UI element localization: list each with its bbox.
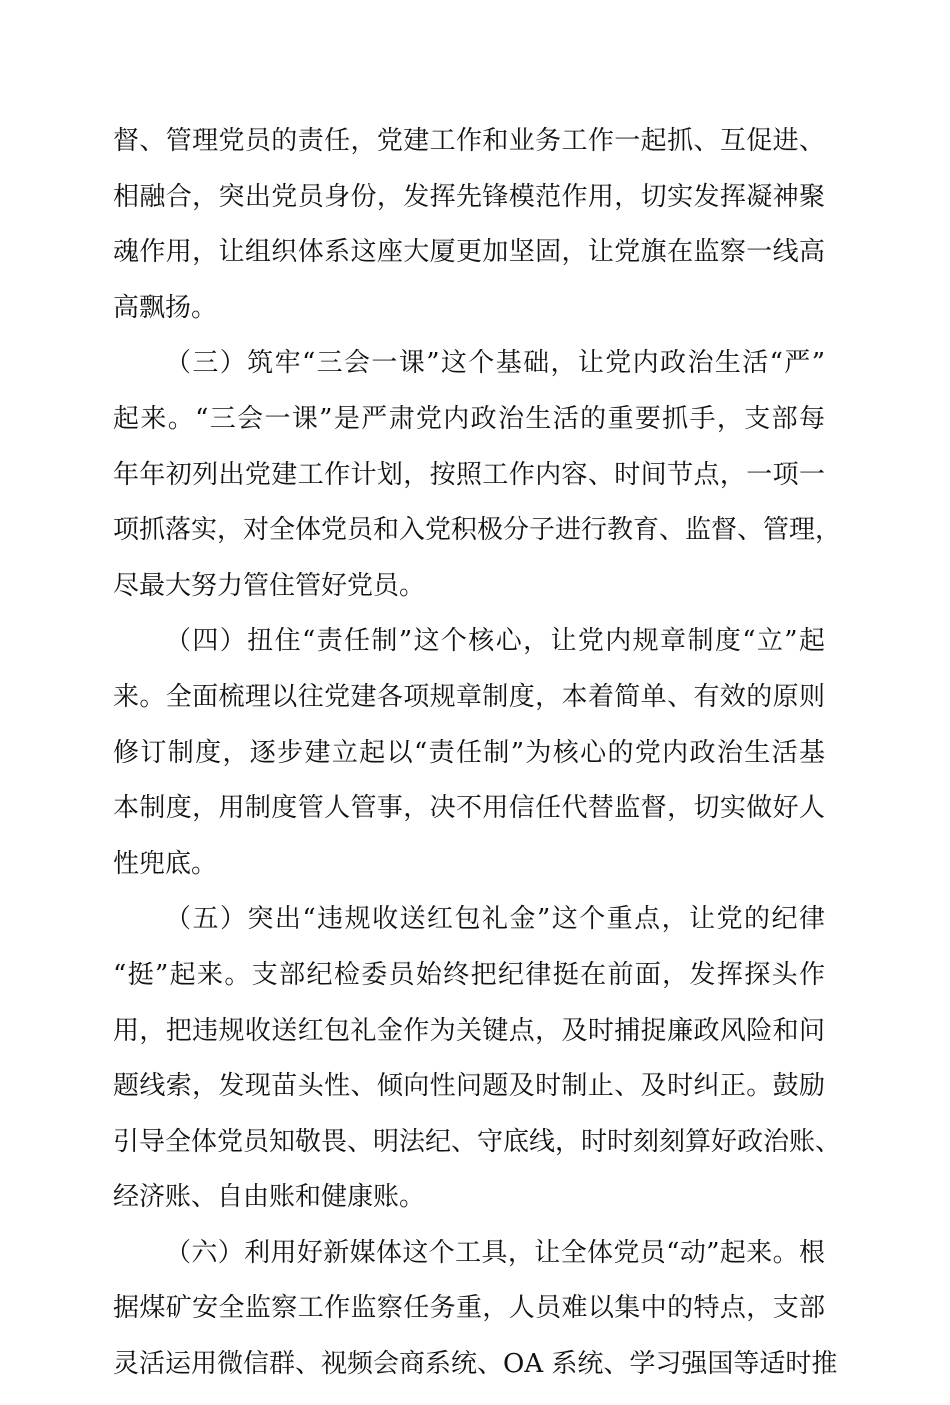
section-heading-line: （四）扭住“责任制”这个核心，让党内规章制度“立”起	[165, 626, 825, 657]
text-line: 本制度，用制度管人管事，决不用信任代替监督，切实做好人	[113, 793, 825, 824]
text-line: 来。全面梳理以往党建各项规章制度，本着简单、有效的原则	[113, 681, 825, 712]
text-line: 魂作用，让组织体系这座大厦更加坚固，让党旗在监察一线高	[113, 237, 825, 268]
text-line: 修订制度，逐步建立起以“责任制”为核心的党内政治生活基	[113, 737, 825, 768]
document-body	[113, 126, 842, 1405]
text-line: 灵活运用微信群、视频会商系统、OA 系统、学习强国等适时推	[113, 1349, 838, 1380]
section-heading-line: （三）筑牢“三会一课”这个基础，让党内政治生活“严”	[165, 348, 825, 379]
section-heading-line: （六）利用好新媒体这个工具，让全体党员“动”起来。根	[165, 1237, 825, 1268]
text-line: 起来。“三会一课”是严肃党内政治生活的重要抓手，支部每	[113, 403, 825, 434]
text-line: 据煤矿安全监察工作监察任务重，人员难以集中的特点，支部	[113, 1293, 825, 1324]
text-line: “挺”起来。支部纪检委员始终把纪律挺在前面，发挥探头作	[113, 959, 825, 990]
text-line: 督、管理党员的责任，党建工作和业务工作一起抓、互促进、	[113, 126, 825, 156]
text-line: 高飘扬。	[113, 292, 218, 323]
text-line: 性兜底。	[113, 848, 218, 879]
text-line: 经济账、自由账和健康账。	[113, 1182, 426, 1213]
section-heading-line: （五）突出“违规收送红包礼金”这个重点，让党的纪律	[165, 904, 825, 935]
text-line: 项抓落实，对全体党员和入党积极分子进行教育、监督、管理，	[113, 515, 842, 546]
text-line: 用，把违规收送红包礼金作为关键点，及时捕捉廉政风险和问	[113, 1015, 825, 1046]
text-line: 题线索，发现苗头性、倾向性问题及时制止、及时纠正。鼓励	[113, 1071, 825, 1102]
text-line: 尽最大努力管住管好党员。	[113, 570, 426, 601]
text-line: 相融合，突出党员身份，发挥先锋模范作用，切实发挥凝神聚	[113, 181, 825, 212]
text-line: 引导全体党员知敬畏、明法纪、守底线，时时刻刻算好政治账、	[113, 1126, 842, 1157]
text-line: 年年初列出党建工作计划，按照工作内容、时间节点，一项一	[113, 459, 825, 490]
